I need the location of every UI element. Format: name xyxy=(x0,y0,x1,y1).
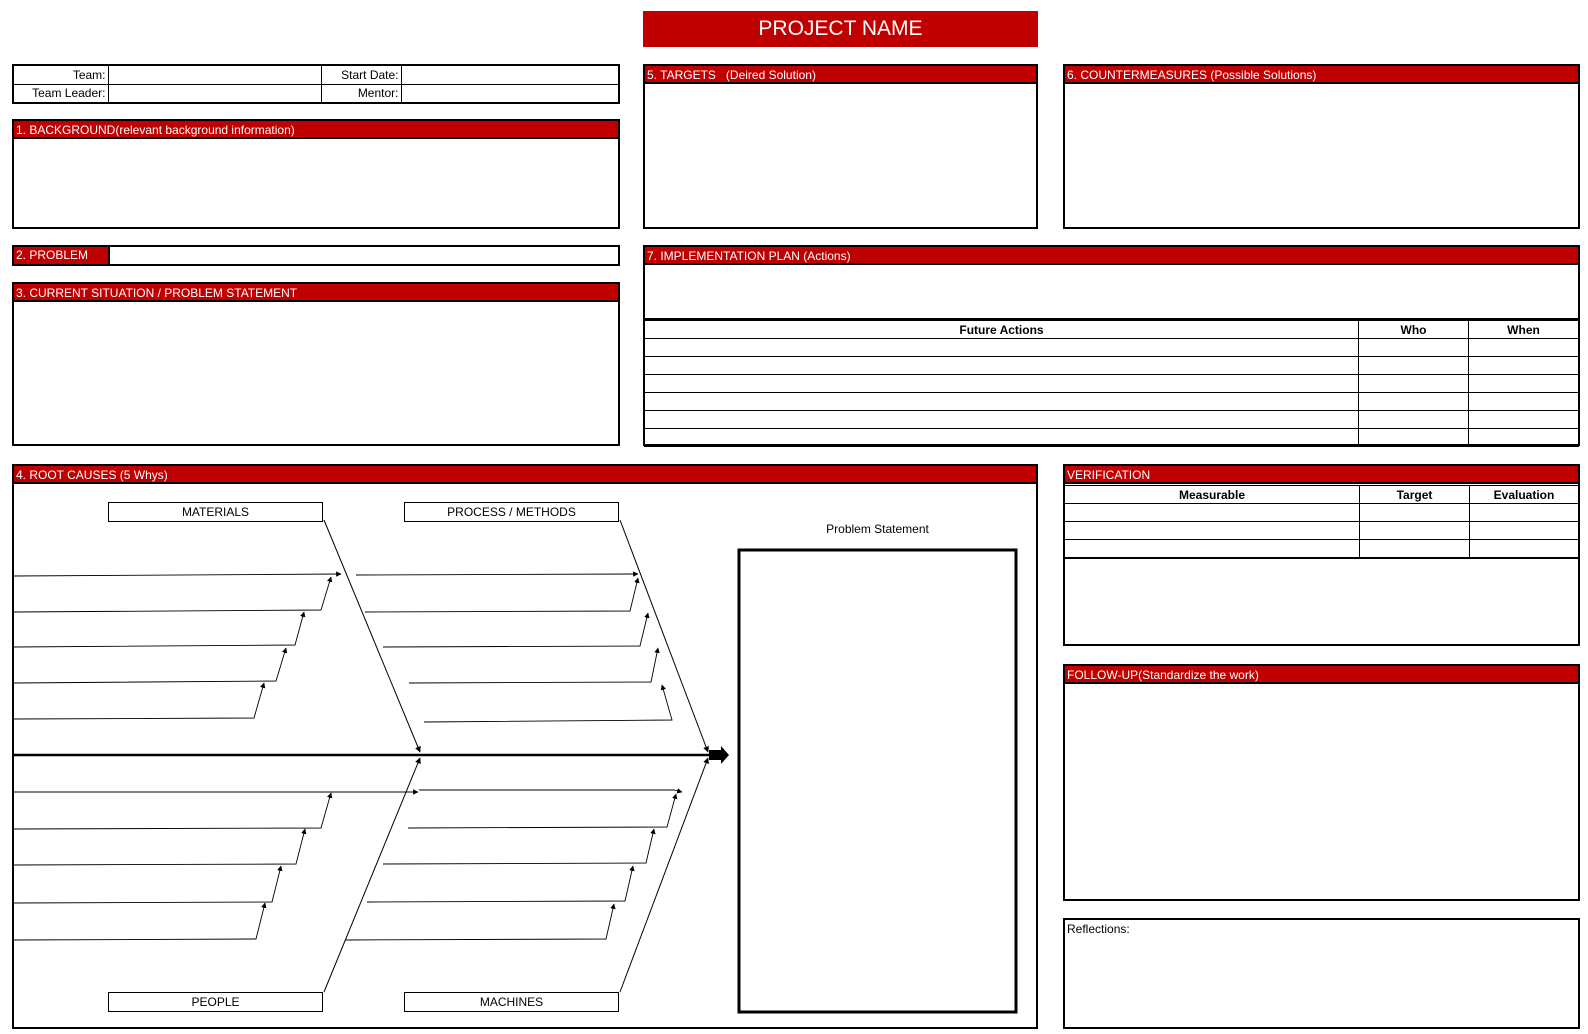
machines-branches xyxy=(345,790,682,940)
future-actions-header: Future Actions xyxy=(645,321,1359,339)
start-date-label: Start Date: xyxy=(321,65,401,84)
process-branches xyxy=(356,574,672,722)
people-bone xyxy=(324,758,420,992)
when-header: When xyxy=(1469,321,1579,339)
machines-bone xyxy=(620,758,708,992)
team-leader-label: Team Leader: xyxy=(13,84,108,103)
project-title: PROJECT NAME xyxy=(643,11,1038,47)
problem-header: 2. PROBLEM xyxy=(14,247,110,264)
spine-arrow-icon xyxy=(709,746,729,764)
target-header: Target xyxy=(1360,486,1470,504)
follow-up-header: FOLLOW-UP(Standardize the work) xyxy=(1065,666,1578,684)
background-header: 1. BACKGROUND(relevant background information) xyxy=(14,121,618,139)
materials-branches xyxy=(14,574,341,719)
countermeasures-header: 6. COUNTERMEASURES (Possible Solutions) xyxy=(1065,66,1578,84)
people-label: PEOPLE xyxy=(108,992,323,1012)
current-situation-header: 3. CURRENT SITUATION / PROBLEM STATEMENT xyxy=(14,284,618,302)
measurable-header: Measurable xyxy=(1065,486,1360,504)
machines-label: MACHINES xyxy=(404,992,619,1012)
materials-bone xyxy=(324,520,420,752)
implementation-header: 7. IMPLEMENTATION PLAN (Actions) xyxy=(645,247,1578,265)
targets-header: 5. TARGETS (Deired Solution) xyxy=(645,66,1036,84)
root-causes-header: 4. ROOT CAUSES (5 Whys) xyxy=(14,466,1036,484)
verification-header: VERIFICATION xyxy=(1065,466,1578,484)
mentor-label: Mentor: xyxy=(321,84,401,103)
problem-statement-label: Problem Statement xyxy=(826,522,929,536)
team-label: Team: xyxy=(13,65,108,84)
evaluation-header: Evaluation xyxy=(1470,486,1579,504)
problem-statement-field[interactable] xyxy=(742,553,1013,1009)
materials-label: MATERIALS xyxy=(108,502,323,522)
process-methods-label: PROCESS / METHODS xyxy=(404,502,619,522)
process-bone xyxy=(620,520,708,752)
who-header: Who xyxy=(1359,321,1469,339)
reflections-label: Reflections: xyxy=(1067,922,1130,936)
people-branches xyxy=(14,792,418,940)
